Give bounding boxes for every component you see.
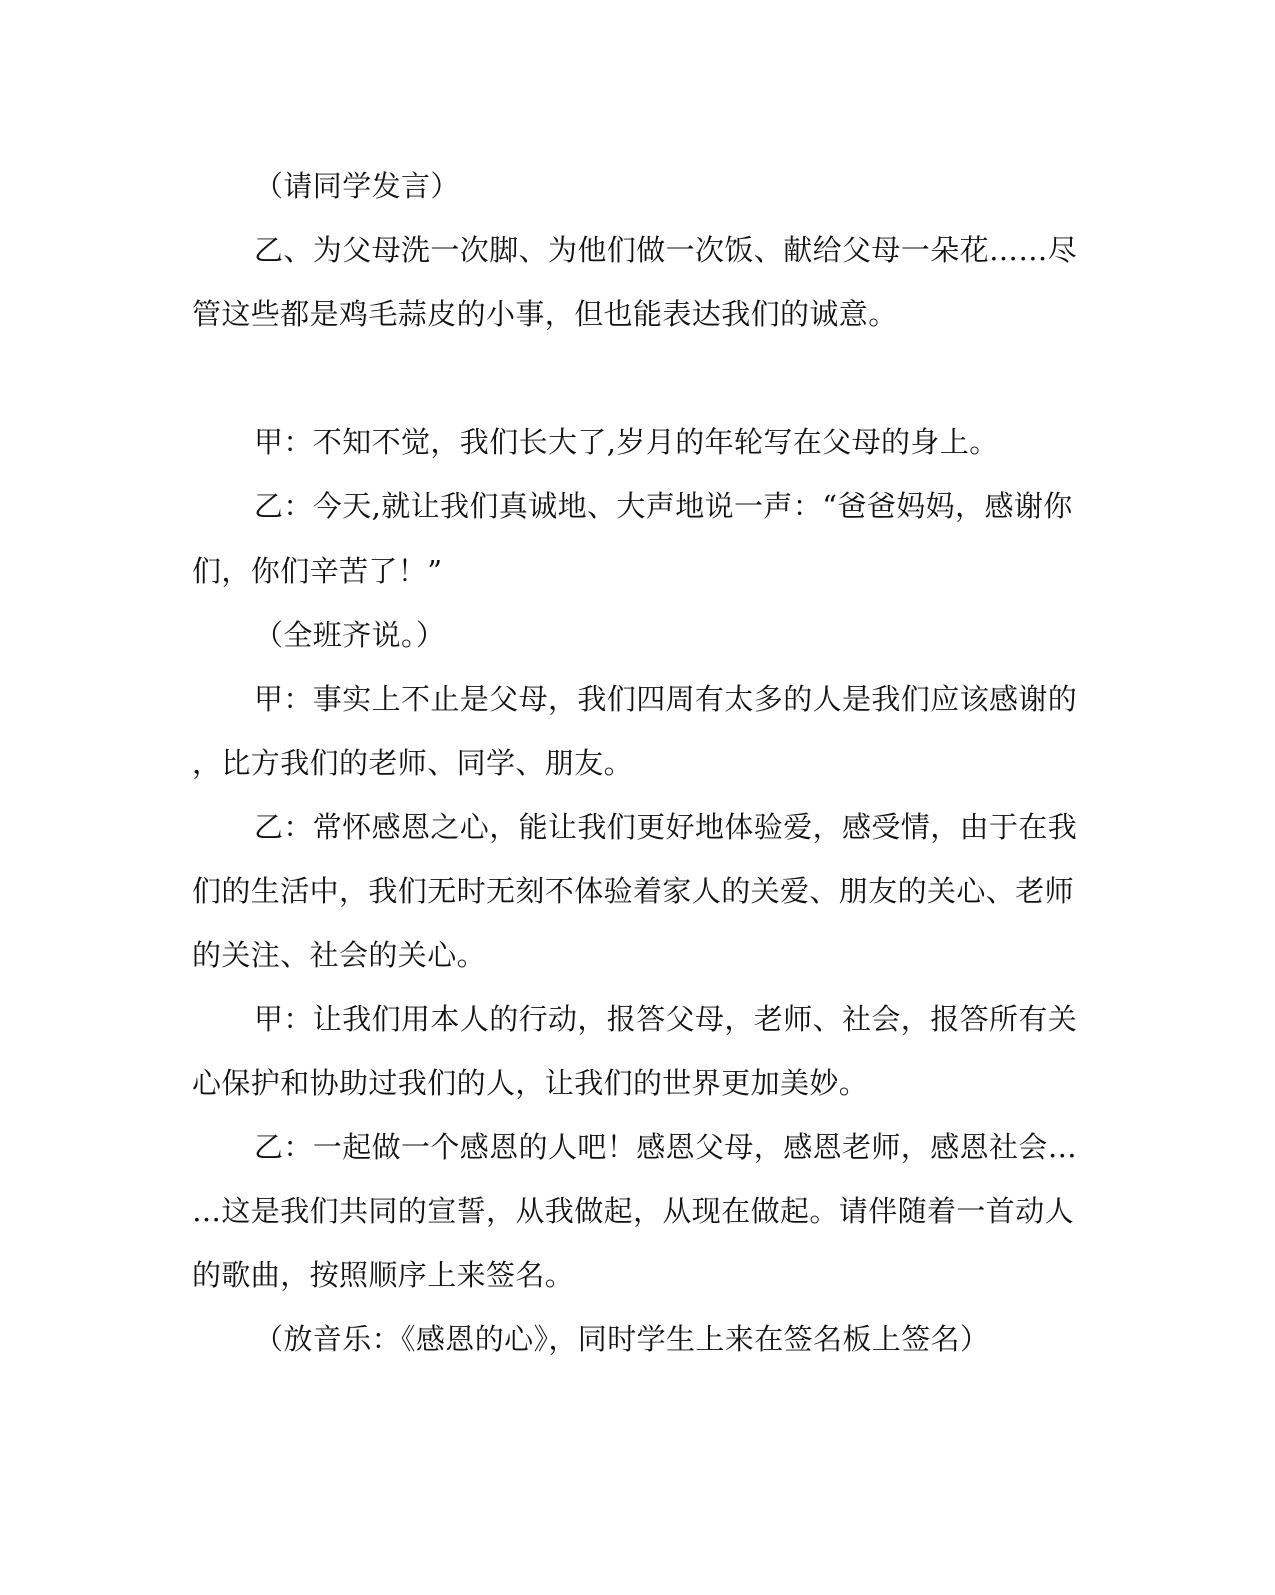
dialogue-line: 乙：常怀感恩之心，能让我们更好地体验爱，感受情，由于在我 [254, 810, 1078, 844]
dialogue-line: …这是我们共同的宣誓，从我做起，从现在做起。请伴随着一首动人 [192, 1194, 1075, 1228]
stage-direction-line: （放音乐：《感恩的心》，同时学生上来在签名板上签名） [254, 1322, 990, 1356]
dialogue-line: 的歌曲，按照顺序上来签名。 [192, 1258, 575, 1292]
dialogue-line: 甲：不知不觉，我们长大了,岁月的年轮写在父母的身上。 [254, 425, 999, 459]
stage-direction-line: （全班齐说。） [254, 618, 446, 652]
dialogue-line: 心保护和协助过我们的人，让我们的世界更加美妙。 [192, 1066, 869, 1100]
dialogue-line: 的关注、社会的关心。 [192, 938, 487, 972]
stage-direction-line: （请同学发言） [254, 169, 460, 203]
dialogue-line: 们的生活中，我们无时无刻不体验着家人的关爱、朋友的关心、老师 [192, 874, 1075, 908]
dialogue-line: 乙：一起做一个感恩的人吧！感恩父母，感恩老师，感恩社会… [254, 1130, 1078, 1164]
dialogue-line: ，比方我们的老师、同学、朋友。 [192, 746, 634, 780]
dialogue-line: 管这些都是鸡毛蒜皮的小事，但也能表达我们的诚意。 [192, 297, 898, 331]
dialogue-line: 乙、为父母洗一次脚、为他们做一次饭、献给父母一朵花……尽 [254, 233, 1078, 267]
dialogue-line: 甲：事实上不止是父母，我们四周有太多的人是我们应该感谢的 [254, 682, 1078, 716]
dialogue-line: 甲：让我们用本人的行动，报答父母，老师、社会，报答所有关 [254, 1002, 1078, 1036]
dialogue-line: 们，你们辛苦了！” [192, 554, 443, 588]
dialogue-line: 乙：今天,就让我们真诚地、大声地说一声：“爸爸妈妈，感谢你 [254, 489, 1073, 523]
